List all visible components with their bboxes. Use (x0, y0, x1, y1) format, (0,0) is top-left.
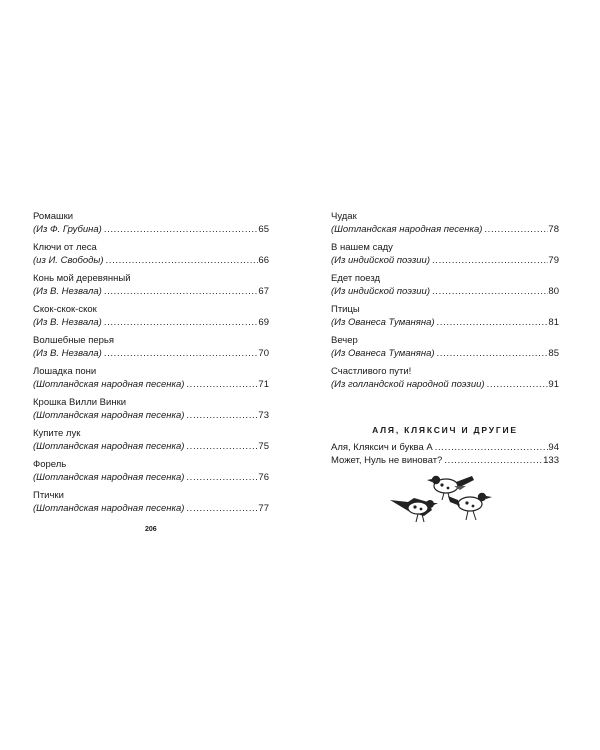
dot-leader (430, 254, 548, 267)
dot-leader (435, 316, 549, 329)
entry-page: 80 (548, 286, 559, 297)
entry-source: (Из В. Незвала) (33, 348, 102, 359)
toc-entry[interactable] (33, 489, 269, 515)
toc-entry[interactable] (33, 334, 269, 360)
toc-entry[interactable] (331, 441, 559, 454)
dot-leader (435, 347, 549, 360)
toc-entry[interactable] (331, 210, 559, 236)
dot-leader (102, 285, 259, 298)
entry-source: (Из В. Незвала) (33, 286, 102, 297)
dot-leader (433, 441, 549, 454)
entry-title: Лошадка пони (33, 366, 97, 377)
entry-source-row (33, 285, 269, 298)
entry-source-row (33, 254, 269, 267)
entry-title: В нашем саду (331, 242, 393, 253)
toc-entry[interactable] (33, 365, 269, 391)
entry-source-row (331, 285, 559, 298)
entry-source-row (33, 502, 269, 515)
toc-left-column (33, 210, 269, 520)
dot-leader (102, 223, 259, 236)
entry-source: (Из Ованеса Туманяна) (331, 317, 435, 328)
bird-icon (427, 476, 474, 500)
dot-leader (485, 378, 549, 391)
dot-leader (184, 409, 258, 422)
entry-page: 81 (548, 317, 559, 328)
toc-entry[interactable] (33, 303, 269, 329)
dot-leader (104, 254, 259, 267)
entry-title: Купите лук (33, 428, 81, 439)
section-heading: АЛЯ, КЛЯКСИЧ И ДРУГИЕ (372, 425, 518, 435)
toc-entry[interactable] (33, 210, 269, 236)
entry-source: (из И. Свободы) (33, 255, 104, 266)
entry-source: (Шотландская народная песенка) (33, 503, 185, 514)
entry-title: Вечер (331, 335, 358, 346)
entry-title: Птички (33, 490, 64, 501)
entry-title: Форель (33, 459, 67, 470)
entry-page: 75 (258, 441, 269, 452)
entry-title: Может, Нуль не виноват? (331, 455, 443, 466)
dot-leader (430, 285, 548, 298)
entry-title: Птицы (331, 304, 360, 315)
toc-entry[interactable] (33, 272, 269, 298)
entry-source-row (331, 223, 559, 236)
entry-title: Едет поезд (331, 273, 381, 284)
dot-leader (442, 454, 543, 467)
entry-source-row (33, 471, 269, 484)
toc-entry[interactable] (33, 396, 269, 422)
entry-title: Аля, Кляксич и буква А (331, 442, 433, 453)
entry-source-row (331, 347, 559, 360)
entry-page: 133 (543, 455, 559, 466)
entry-page: 71 (258, 379, 269, 390)
entry-source: (Шотландская народная песенка) (33, 441, 185, 452)
entry-source: (Шотландская народная песенка) (33, 472, 185, 483)
entry-source: (Шотландская народная песенка) (33, 379, 185, 390)
entry-page: 78 (548, 224, 559, 235)
entry-source: (Из индийской поэзии) (331, 255, 431, 266)
entry-source: (Из голландской народной поэзии) (331, 379, 485, 390)
toc-entry[interactable] (331, 241, 559, 267)
dot-leader (482, 223, 548, 236)
entry-source-row (331, 378, 559, 391)
entry-page: 65 (258, 224, 269, 235)
entry-page: 70 (258, 348, 269, 359)
entry-title: Скок-скок-скок (33, 304, 97, 315)
entry-page: 91 (548, 379, 559, 390)
toc-entry[interactable] (331, 454, 559, 467)
page-number: 206 (145, 526, 157, 533)
entry-source-row (33, 409, 269, 422)
dot-leader (184, 502, 258, 515)
entry-page: 85 (548, 348, 559, 359)
dot-leader (102, 316, 259, 329)
entry-source-row (33, 316, 269, 329)
entry-source: (Из В. Незвала) (33, 317, 102, 328)
toc-right-column (331, 210, 559, 396)
entry-page: 67 (258, 286, 269, 297)
toc-entry[interactable] (331, 365, 559, 391)
toc-entry[interactable] (331, 334, 559, 360)
dot-leader (184, 440, 258, 453)
entry-title: Конь мой деревянный (33, 273, 131, 284)
entry-source-row (33, 347, 269, 360)
entry-source: (Шотландская народная песенка) (331, 224, 483, 235)
entry-source-row (33, 440, 269, 453)
entry-page: 79 (548, 255, 559, 266)
toc-entry[interactable] (331, 272, 559, 298)
entry-source: (Из Ф. Грубина) (33, 224, 102, 235)
toc-entry[interactable] (33, 458, 269, 484)
toc-entry[interactable] (33, 241, 269, 267)
entry-page: 73 (258, 410, 269, 421)
entry-page: 76 (258, 472, 269, 483)
entry-title: Чудак (331, 211, 357, 222)
dot-leader (184, 471, 258, 484)
entry-source-row (33, 223, 269, 236)
bird-icon (390, 498, 438, 522)
entry-page: 69 (258, 317, 269, 328)
entry-title: Крошка Вилли Винки (33, 397, 127, 408)
toc-entry[interactable] (33, 427, 269, 453)
entry-source: (Шотландская народная песенка) (33, 410, 185, 421)
dot-leader (102, 347, 259, 360)
section-entries (331, 441, 559, 467)
entry-title: Ромашки (33, 211, 74, 222)
entry-title: Счастливого пути! (331, 366, 412, 377)
entry-title: Волшебные перья (33, 335, 114, 346)
toc-entry[interactable] (331, 303, 559, 329)
birds-illustration-icon (388, 472, 494, 528)
dot-leader (184, 378, 258, 391)
entry-page: 94 (548, 442, 559, 453)
bird-icon (448, 493, 492, 520)
entry-source: (Из индийской поэзии) (331, 286, 431, 297)
entry-source-row (331, 254, 559, 267)
entry-title: Ключи от леса (33, 242, 97, 253)
entry-source-row (331, 316, 559, 329)
entry-source-row (33, 378, 269, 391)
entry-page: 66 (258, 255, 269, 266)
entry-page: 77 (258, 503, 269, 514)
entry-source: (Из Ованеса Туманяна) (331, 348, 435, 359)
